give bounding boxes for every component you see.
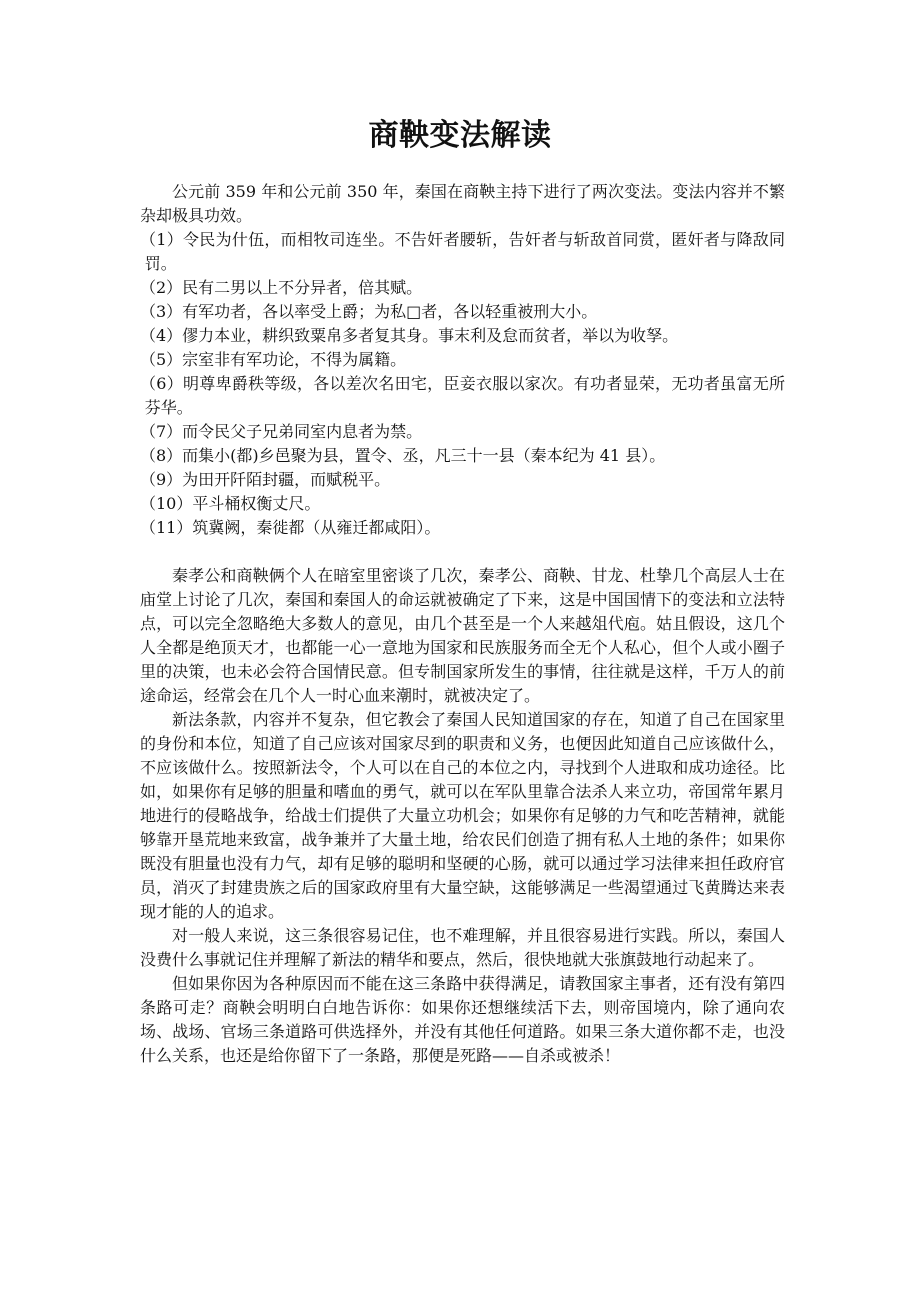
body-paragraph: 秦孝公和商鞅俩个人在暗室里密谈了几次，秦孝公、商鞅、甘龙、杜挚几个高层人士在庙堂上讨论了几次，秦国和秦国人的命运就被确定了下来，这是中国国情下的变法和立法特点，可以完全忽略绝大多数人的意见，由几个甚至是一个人来越俎代庖。姑且假设，这几个人全都是绝顶天才，也都能一心一意地为国家和民族服务而全无个人私心，但个人或小圈子里的决策，也未必会符合国情民意。但专制国家所发生的事情，往往就是这样，千万人的前途命运，经常会在几个人一时心血来潮时，就被决定了。 [140, 566, 785, 705]
reform-item: （7）而令民父子兄弟同室内息者为禁。 [140, 422, 423, 441]
reform-list [140, 228, 785, 540]
reform-item: （2）民有二男以上不分异者，倍其赋。 [140, 278, 423, 297]
reform-item: （5）宗室非有军功论，不得为属籍。 [140, 350, 407, 369]
body-paragraph: 新法条款，内容并不复杂，但它教会了秦国人民知道国家的存在，知道了自己在国家里的身份和本位，知道了自己应该对国家尽到的职责和义务，也便因此知道自己应该做什么，不应该做什么。按照新法令，个人可以在自己的本位之内，寻找到个人进取和成功途径。比如，如果你有足够的胆量和嗜血的勇气，就可以在军队里靠合法杀人来立功，帝国常年累月地进行的侵略战争，给战士们提供了大量立功机会；如果你有足够的力气和吃苦精神，就能够靠开垦荒地来致富，战争兼并了大量土地，给农民们创造了拥有私人土地的条件；如果你既没有胆量也没有力气，却有足够的聪明和坚硬的心肠，就可以通过学习法律来担任政府官员，消灭了封建贵族之后的国家政府里有大量空缺，这能够满足一些渴望通过飞黄腾达来表现才能的人的追求。 [140, 710, 785, 921]
reform-item: （9）为田开阡陌封疆，而赋税平。 [140, 470, 391, 489]
reform-item: （4）僇力本业，耕织致粟帛多者复其身。事末利及怠而贫者，举以为收孥。 [140, 326, 679, 345]
reform-item: （1）令民为什伍，而相牧司连坐。不告奸者腰斩，告奸者与斩敌首同赏，匿奸者与降敌同罚。 [140, 230, 785, 273]
reform-item: （3）有军功者，各以率受上爵；为私□者，各以轻重被刑大小。 [140, 302, 598, 321]
intro-paragraph: 公元前 359 年和公元前 350 年，秦国在商鞅主持下进行了两次变法。变法内容并不繁杂却极具功效。 [140, 182, 785, 225]
reform-item: （10）平斗桶权衡丈尺。 [140, 494, 321, 513]
reform-item: （11）筑冀阙，秦徙都（从雍迁都咸阳）。 [140, 518, 441, 537]
section-gap [140, 540, 785, 564]
document-body [140, 180, 785, 1068]
body-paragraph: 对一般人来说，这三条很容易记住，也不难理解，并且很容易进行实践。所以，秦国人没费什么事就记住并理解了新法的精华和要点，然后，很快地就大张旗鼓地行动起来了。 [140, 926, 785, 969]
body-paragraph: 但如果你因为各种原因而不能在这三条路中获得满足，请教国家主事者，还有没有第四条路可走？商鞅会明明白白地告诉你：如果你还想继续活下去，则帝国境内，除了通向农场、战场、官场三条道路可供选择外，并没有其他任何道路。如果三条大道你都不走，也没什么关系，也还是给你留下了一条路，那便是死路——自杀或被杀！ [140, 974, 785, 1065]
document-title: 商鞅变法解读 [368, 118, 552, 153]
reform-item: （8）而集小(都)乡邑聚为县，置令、丞，凡三十一县（秦本纪为 41 县）。 [140, 446, 666, 465]
reform-item: （6）明尊卑爵秩等级，各以差次名田宅，臣妾衣服以家次。有功者显荣，无功者虽富无所芬华。 [140, 374, 785, 417]
